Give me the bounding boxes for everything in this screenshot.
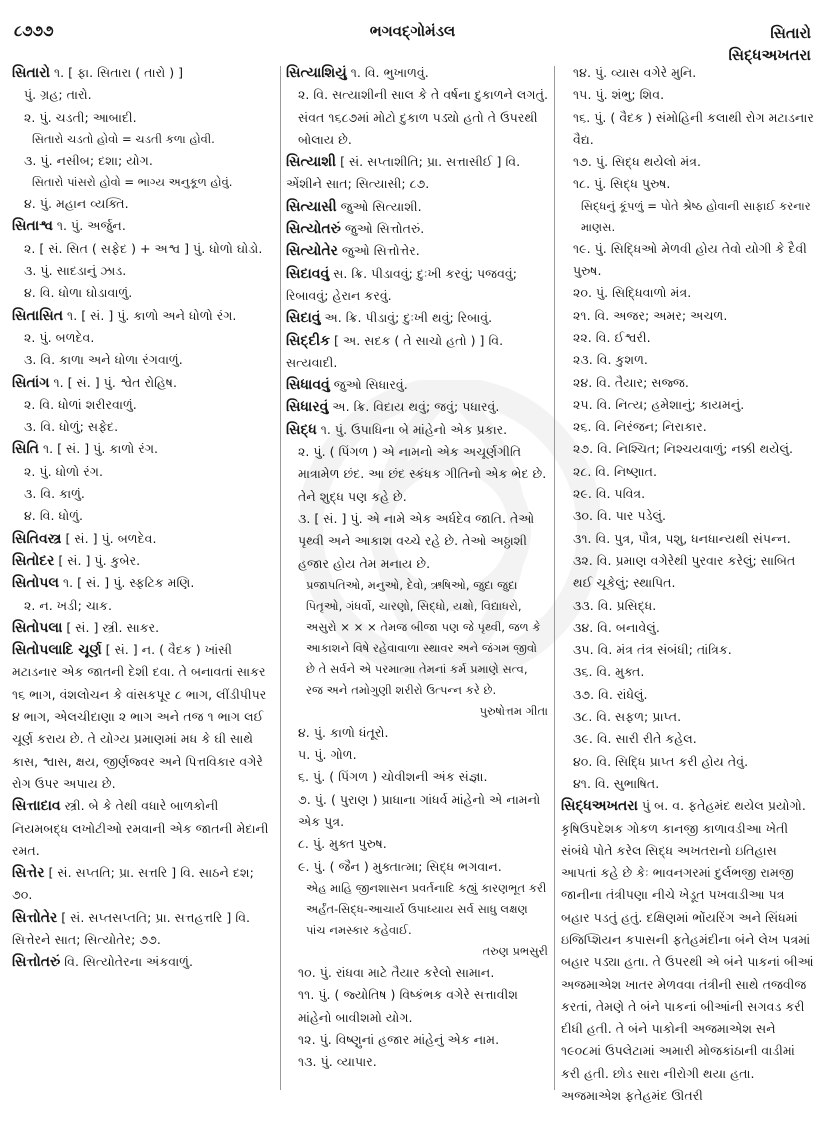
sense-line: ૨૬. વિ. નિરંજન; નિરાકાર. [573, 419, 707, 435]
headword: સિતિવસ્ત્ર [12, 530, 62, 547]
dictionary-entry [286, 240, 548, 262]
sense-line: ૨૦. પું. સિદ્ધિવાળો મંત્ર. [573, 285, 692, 301]
headword: સિત્તોતરું [12, 954, 61, 971]
sense-line: ૧૫. પું. શંભુ; શિવ. [573, 87, 665, 103]
citation-quote: પ્રજાપતિઓ, મનુઓ, દેવો, ઋષિઓ, જુદા જુદા પિતૃઓ, ગંધર્વો, ચારણો, સિદ્ધો, યક્ષો, વિદ્યાધરો, અસુરો × × × તેમજ બીજા પણ જે પૃથ્વી, જળ કે આકાશને વિષે રહેવાવાળા સ્થાવર અને જંગમ જીવો છે તે સર્વને એ પરમાત્મા તેમનાં કર્મ પ્રમાણે સત્વ, રજ અને તમોગુણી શરીરો ઉત્પન્ન કરે છે. [306, 577, 541, 697]
citation-source: તરુણ પ્રભસુરી [482, 943, 548, 958]
sense-line: ૨. પું. ધોળો રંગ. [24, 463, 103, 479]
dictionary-entry [12, 305, 274, 327]
definition-text: સ્ત્રી. બે કે તેથી વધારે બાળકોની નિયમબદ્ધ લખોટીઓ રમવાની એક જાતની મેદાની રમત. [12, 798, 269, 858]
dictionary-entry [12, 951, 274, 973]
guide-word-first: સિતારો [770, 24, 811, 42]
headword: સિદ્ધ [286, 421, 317, 438]
headword: સિત્યોતેર [286, 243, 338, 260]
sense-line: ૨. [ સં. સિત ( સફેદ ) + અશ્વ ] પું. ધોળો ઘોડો. [24, 240, 263, 256]
definition-text: ૧. પું. અર્જુન. [52, 218, 126, 234]
definition-text: સ. ક્રિ. પીડાવવું; દુઃખી કરવું; પજવવું; રિબાવવું; હેરાન કરવું. [286, 265, 518, 303]
sense-line: ૩૮. વિ. સફળ; પ્રાપ્ત. [573, 709, 682, 725]
sense-line: ૩. પું. સાદડાનું ઝાડ. [24, 263, 127, 279]
dictionary-entry [561, 795, 816, 1107]
sense-line: ૩૯. વિ. સારી રીતે કહેલ. [573, 731, 697, 747]
sense-line: ૨૨. વિ. ઈશ્વરી. [573, 329, 651, 345]
headword: સિત્યોતરું [286, 221, 341, 238]
definition-text: જુઓ સિત્તોતરું. [340, 221, 425, 237]
headword: સિતોદર [12, 552, 55, 569]
dictionary-entry [12, 639, 274, 795]
dictionary-entry [12, 907, 274, 952]
sense-line: ૨૮. વિ. નિષ્ણાત. [573, 463, 657, 479]
dictionary-entry [286, 419, 548, 441]
definition-text: ૧. [ સં. ] પું. શ્વેત રોહિષ. [49, 374, 177, 390]
sense-line: ૨૫. વિ. નિત્ય; હમેશાનું; કાયમનું. [573, 396, 745, 412]
definition-text: [ અ. સદક ( તે સાચો હતો ) ] વિ. સત્યવાદી. [286, 332, 504, 370]
dictionary-entry [12, 528, 274, 550]
sense-line: ૨. પું. ચડતી; આબાદી. [24, 109, 137, 125]
headword: સિતિ [12, 441, 39, 458]
headword: સિત્યાશિયું [286, 65, 347, 81]
dictionary-column-3 [561, 62, 816, 1132]
headword: સિત્તોતેર [12, 909, 58, 926]
sense-line: ૯. પું. ( જૈન ) મુક્તાત્મા; સિદ્ધ ભગવાન. [298, 858, 502, 874]
headword: સિતાસિત [12, 307, 64, 324]
sense-line: ૭. પું. ( પુરાણ ) પ્રાધાના ગાંધર્વ માંહેનો એ નામનો એક પુત્ર. [298, 791, 541, 830]
sense-line: ૧૮. પું. સિદ્ધ પુરુષ. [573, 176, 671, 192]
headword: સિતાશ્વ [12, 218, 53, 235]
definition-text: [ સં. સપ્તાશીતિ; પ્રા. સત્તાસીઈ ] વિ. એંશીને સાત; સિત્યાસી; ૮૭. [286, 154, 521, 192]
sense-line: ૧૦. પું. રાંધવા માટે તૈયાર કરેલો સામાન. [298, 964, 495, 980]
definition-text: પું બ. વ. ફતેહમંદ થયેલ પ્રયોગો. કૃષિઉપદેશક ગોકળ કાનજી કાળાવડીઆ ખેતી સંબંધે પોતે કરેલ સિદ્ધ અખતરાનો ઇતિહાસ આપતાં કહે છે કેઃ ભાવનગરમાં દુર્લભજી રામજી જાનીના તંત્રીપણા નીચે ખેડૂત પખવાડીઆ પત્ર બહાર પડતું હતું. દક્ષિણમાં ભોંયરિંગ અને સિંધમાં ઇજિપ્શિયન કપાસની ફતેહમંદીના બંને લેખ પત્રમાં બહાર પડ્યા હતા. તે ઉપરથી એ બંને પાકનાં બીઆં અજમાએશ ખાતર મેળવવા તંત્રીની સાથે તજવીજ કરતાં, તેમણે તે બંને પાકનાં બીઆંની સગવડ કરી દીધી હતી. તે બંને પાકોની અજમાએશ સને ૧૯૦૮માં ઉપલેટામાં અમારી મોજકાંઠાની વાડીમાં કરી હતી. છોડ સારા નીરોગી થયા હતા. અજમાએશ ફતેહમંદ ઊતરી [561, 798, 814, 1104]
sense-line: ૨. પું. ( પિંગળ ) એ નામનો એક અચૂર્ણગીતિ માત્રામેળ છંદ. આ છંદ સ્કંધક ગીતિનો એક ભેદ છે. તેને શુદ્ધ પણ કહે છે. [298, 444, 547, 504]
definition-text: અ. ક્રિ. પીડાવું; દુઃખી થવું; રિબાવું. [320, 310, 493, 326]
definition-text: જુઓ સિત્યાશી. [336, 198, 422, 214]
definition-text: ૧. [ સં. ] પું. કાળો અને ધોળો રંગ. [63, 307, 237, 323]
headword: સિધાવવું [286, 377, 330, 394]
definition-text: [ સં. ] પું. બળદેવ. [61, 530, 157, 546]
dictionary-entry [12, 572, 274, 594]
sense-line: ૩૫. વિ. મંત્ર તંત્ર સંબંધી; તાંત્રિક. [573, 642, 732, 658]
definition-text: અ. ક્રિ. વિદાય થવું; જવું; પધારવું. [328, 399, 500, 415]
sense-line: ૨. પું. બળદેવ. [24, 329, 95, 345]
dictionary-column-2 [286, 62, 548, 1132]
definition-text: [ સં. ] પું. કુબેર. [54, 552, 141, 568]
citation-quote: સિતારો પાંસરો હોવો = ભાગ્ય અનુકૂળ હોવું. [32, 175, 233, 190]
definition-text: ૧. [ ફા. સિતારા ( તારો ) ] [49, 65, 184, 80]
sense-line: ૩. વિ. કાળું. [24, 486, 85, 502]
dictionary-entry [12, 372, 274, 394]
sense-line: ૪. વિ. ધોળા ઘોડાવાળું. [24, 285, 133, 301]
sense-line: ૩૬. વિ. મુક્ત. [573, 664, 645, 680]
sense-line: ૧૧. પું. ( જ્યોતિષ ) વિષ્કંભક વગેરે સત્તાવીશ માંહેનો બાવીશમો યોગ. [298, 987, 518, 1025]
definition-text: [ સં. સપ્તસપ્તતિ; પ્રા. સત્તહત્તરિ ] વિ. સિત્તેરને સાત; સિત્યોતેર; ૭૭. [12, 909, 251, 947]
sense-line: ૪. પું. કાળો ધંતૂરો. [298, 724, 389, 740]
sense-line: પું. ગ્રહ; તારો. [24, 87, 92, 103]
dictionary-entry [12, 795, 274, 862]
dictionary-entry [286, 196, 548, 218]
sense-line: ૨૪. વિ. તૈયાર; સજ્જ. [573, 374, 689, 390]
headword: સિત્તાદાવ [12, 798, 61, 815]
citation-quote: સિતારો ચડતો હોવો = ચડતી કળા હોવી. [32, 131, 215, 146]
sense-line: ૧૩. પું. વ્યાપાર. [298, 1054, 377, 1070]
page-header [0, 0, 825, 64]
definition-text: જુઓ સિધારવું. [329, 377, 408, 393]
sense-line: ૪. વિ. ધોળું. [24, 508, 84, 524]
headword: સિદાવું [286, 310, 321, 327]
sense-line: ૩. [ સં. ] પું. એ નામે એક અર્ધદેવ જાતિ. તેઓ પૃથ્વી અને આકાશ વચ્ચે રહે છે. તેઓ અઠ્ઠાશી હજાર હોય તેમ મનાય છે. [298, 510, 535, 571]
headword: સિતોપલાદિ ચૂર્ણ [12, 642, 102, 659]
headword: સિત્યાસી [286, 198, 337, 215]
sense-line: ૩૩. વિ. પ્રસિદ્ધ. [573, 597, 657, 613]
sense-line: ૬. પું. ( પિંગળ ) ચોવીશની અંક સંજ્ઞા. [298, 769, 488, 785]
citation-quote: એહ માહિ જીનશાસન પ્રવર્તનાદિ કહ્યું કારણભૂત કરી અર્હંત-સિદ્ધ-આચાર્ય ઉપાધ્યાય સર્વ સાધુ લક્ષણ પાંચ નમસ્કાર કહેવાઈ. [306, 880, 547, 937]
sense-line: ૩૦. વિ. પાર પડેલું. [573, 508, 667, 524]
sense-line: ૧૯. પું. સિદ્ધિઓ મેળવી હોય તેવો યોગી કે દૈવી પુરુષ. [573, 240, 807, 279]
sense-line: ૧૪. પું. વ્યાસ વગેરે મુનિ. [573, 65, 697, 80]
sense-line: ૨૩. વિ. કુશળ. [573, 352, 648, 368]
headword: સિતોપલ [12, 575, 59, 592]
headword: સિત્યાશી [286, 154, 337, 171]
headword: સિત્તેર [12, 865, 45, 882]
dictionary-entry [12, 62, 274, 84]
sense-line: ૪૦. વિ. સિદ્ધિ પ્રાપ્ત કરી હોય તેવું. [573, 753, 749, 769]
dictionary-entry [12, 215, 274, 237]
dictionary-entry [286, 62, 548, 84]
definition-text: વિ. સિત્યોતેરના અંકવાળું. [60, 954, 193, 970]
definition-text: જુઓ સિત્તોત્તેર. [337, 243, 420, 259]
sense-line: ૨. વિ. સત્યાશીની સાલ કે તે વર્ષના દુકાળને લગતું. સંવત ૧૬૮૭માં મોટો દુકાળ પડ્યો હતો તે ઉપરથી બોલાય છે. [298, 87, 548, 147]
sense-line: ૩૧. વિ. પુત્ર, પૌત્ર, પશુ, ધનધાન્યથી સંપન્ન. [573, 530, 791, 546]
dictionary-entry [286, 396, 548, 418]
sense-line: ૨. ન. ખડી; ચાક. [24, 597, 112, 613]
sense-line: ૧૨. પું. વિષ્ણુનાં હજાર માંહેનું એક નામ. [298, 1031, 500, 1047]
book-title: ભગવદ્ગોમંડલ [369, 22, 456, 40]
definition-text: ૧. [ સં. ] પું. સ્ફટિક મણિ. [58, 575, 195, 591]
sense-line: ૩૪. વિ. બનાવેલું. [573, 619, 660, 635]
sense-line: ૨૧. વિ. અજર; અમર; અચળ. [573, 307, 728, 323]
dictionary-entry [12, 862, 274, 907]
dictionary-entry [286, 151, 548, 196]
dictionary-entry [286, 218, 548, 240]
sense-line: ૧૭. પું. સિદ્ધ થયેલો મંત્ર. [573, 154, 702, 170]
definition-text: [ સં. ] ન. ( વૈદક ) ખાંસી મટાડનાર એક જાતની દેશી દવા. તે બનાવતાં સાકર ૧૬ ભાગ, વંશલોચન કે વાંસકપૂર ૮ ભાગ, લીંડીપીપર ૪ ભાગ, એલચીદાણા ૨ ભાગ અને તજ ૧ ભાગ લઈ ચૂર્ણ કરાય છે. તે યોગ્ય પ્રમાણમાં મધ કે ઘી સાથે કાસ, શ્વાસ, ક્ષય, જીર્ણજ્વર અને પિત્તવિકાર વગેરે રોગ ઉપર અપાય છે. [12, 642, 267, 791]
guide-words [729, 22, 811, 66]
column-divider [280, 66, 281, 1090]
definition-text: [ સં. સપ્તતિ; પ્રા. સત્તરિ ] વિ. સાઠને દશ; ૭૦. [12, 865, 254, 903]
headword: સિદાવવું [286, 265, 330, 282]
sense-line: ૩. પું. નસીબ; દશા; યોગ. [24, 152, 153, 168]
headword: સિતોપલા [12, 619, 63, 636]
dictionary-entry [12, 438, 274, 460]
sense-line: ૩૨. વિ. પ્રમાણ વગેરેથી પુરવાર કરેલું; સાબિત થઈ ચૂકેલું; સ્થાપિત. [573, 552, 796, 591]
guide-word-last: સિદ્ધઅખતરા [728, 46, 811, 64]
dictionary-entry [286, 374, 548, 396]
sense-line: ૫. પું. ગોળ. [298, 747, 357, 763]
dictionary-entry [12, 550, 274, 572]
headword: સિધારવું [286, 399, 329, 416]
definition-text: [ સં. ] સ્ત્રી. સાકર. [62, 619, 160, 635]
sense-line: ૨૭. વિ. નિશ્ચિત; નિશ્ચયવાળું; નક્કી થયેલું. [573, 441, 794, 457]
dictionary-entry [12, 617, 274, 639]
sense-line: ૩૭. વિ. રાંધેલું. [573, 686, 648, 702]
headword: સિતારો [12, 65, 50, 81]
sense-line: ૪૧. વિ. સુભાષિત. [573, 775, 660, 791]
definition-text: ૧. [ સં. ] પું. કાળો રંગ. [38, 441, 159, 457]
dictionary-entry [286, 330, 548, 375]
sense-line: ૩. વિ. ધોળું; સફેદ. [24, 419, 119, 435]
citation-source: પુરુષોત્તમ ગીતા [479, 703, 548, 718]
sense-line: ૮. પું. મુક્ત પુરુષ. [298, 836, 387, 852]
dictionary-entry [286, 307, 548, 329]
sense-line: ૨. વિ. ધોળાં શરીરવાળું. [24, 396, 137, 412]
definition-text: ૧. પું. ઉપાધિના બે માંહેનો એક પ્રકાર. [316, 421, 508, 437]
dictionary-entry [286, 263, 548, 308]
sense-line: ૧૬. પું. ( વૈદક ) સંમોહિની કલાથી રોગ મટાડનાર વૈદ્ય. [573, 109, 814, 147]
citation-quote: સિદ્ધનું કૂંપળું = પોતે શ્રેષ્ઠ હોવાની સાફાઈ કરનાર માણસ. [581, 198, 811, 234]
headword: સિતાંગ [12, 374, 50, 391]
dictionary-column-1 [12, 62, 274, 1132]
sense-line: ૩. વિ. કાળા અને ધોળા રંગવાળું. [24, 352, 183, 368]
headword: સિદ્ધઅખતરા [561, 798, 638, 815]
headword: સિદ્દીક [286, 332, 331, 349]
sense-line: ૨૯. વિ. પવિત્ર. [573, 486, 646, 502]
page-number: ૮૭૭૭ [14, 22, 54, 40]
definition-text: ૧. વિ. ભુખાળવું. [346, 65, 429, 80]
column-divider [554, 66, 555, 1090]
sense-line: ૪. પું. મહાન વ્યક્તિ. [24, 196, 129, 212]
